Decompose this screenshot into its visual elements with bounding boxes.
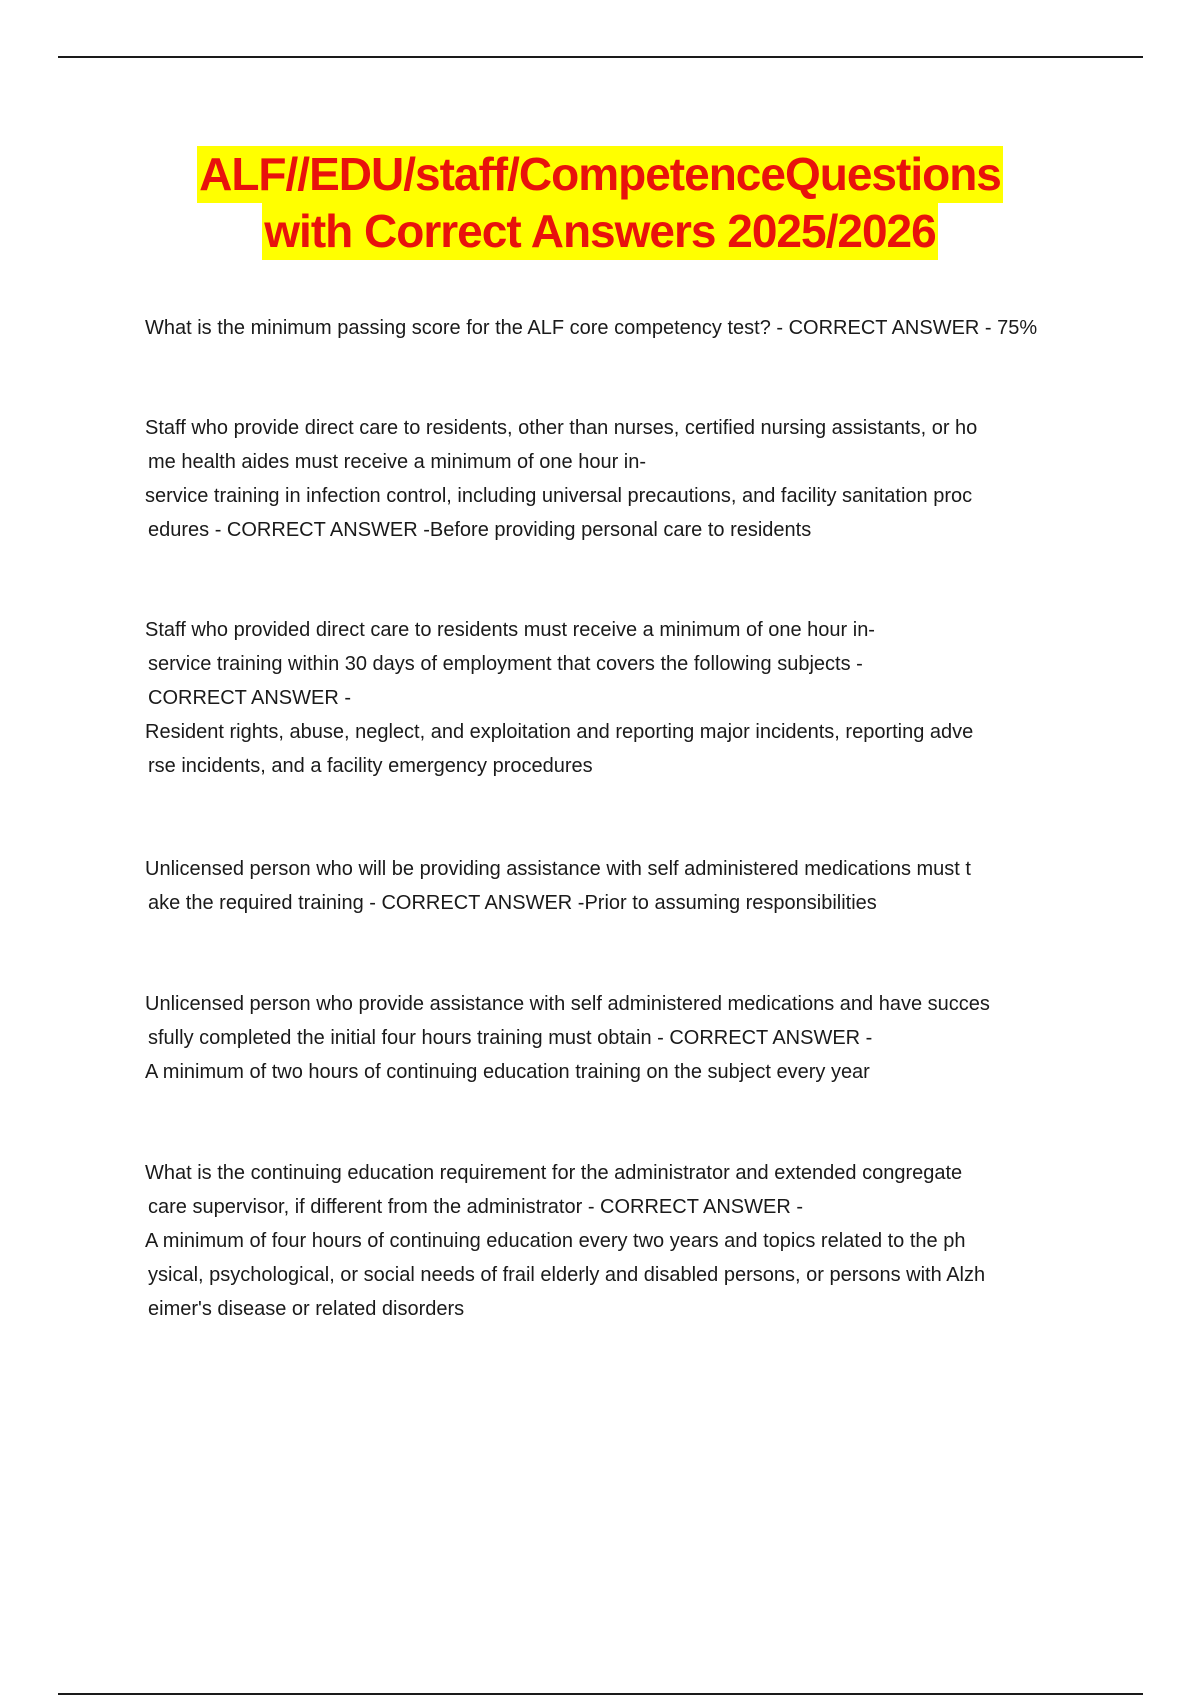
qa-item-1 [145,311,1090,345]
qa-line: ake the required training - CORRECT ANSWER -Prior to assuming responsibilities [148,892,877,914]
top-rule [58,56,1143,58]
qa-line: service training within 30 days of employment that covers the following subjects - [148,653,863,675]
qa-line: Staff who provided direct care to residents must receive a minimum of one hour in- [145,619,875,641]
qa-item-4 [145,852,1090,920]
qa-line: me health aides must receive a minimum of one hour in- [148,451,647,473]
qa-line: Unlicensed person who provide assistance with self administered medications and have succes [145,993,990,1015]
document-title [0,146,1200,260]
qa-item-2 [145,411,1090,547]
qa-item-3 [145,613,1090,783]
qa-line: eimer's disease or related disorders [148,1298,465,1320]
qa-line: Resident rights, abuse, neglect, and exploitation and reporting major incidents, reporting adve [145,721,974,743]
qa-line: edures - CORRECT ANSWER -Before providing personal care to residents [148,519,812,541]
bottom-rule [58,1693,1143,1695]
qa-line: Unlicensed person who will be providing assistance with self administered medications must t [145,858,971,880]
qa-line: CORRECT ANSWER - [148,687,351,709]
qa-line: care supervisor, if different from the administrator - CORRECT ANSWER - [148,1196,804,1218]
qa-line: rse incidents, and a facility emergency procedures [148,755,593,777]
qa-line: sfully completed the initial four hours training must obtain - CORRECT ANSWER - [148,1027,873,1049]
title-line-1: ALF//EDU/staff/CompetenceQuestions [197,146,1003,203]
title-line-2: with Correct Answers 2025/2026 [262,203,937,260]
qa-line: A minimum of four hours of continuing education every two years and topics related to the ph [145,1230,966,1252]
qa-line: A minimum of two hours of continuing education training on the subject every year [145,1061,870,1083]
qa-line: What is the minimum passing score for the ALF core competency test? - CORRECT ANSWER - 75% [145,317,1038,339]
qa-line: ysical, psychological, or social needs of frail elderly and disabled persons, or persons with Alzh [148,1264,986,1286]
qa-item-6 [145,1156,1090,1326]
qa-line: service training in infection control, including universal precautions, and facility sanitation proc [145,485,973,507]
qa-line: Staff who provide direct care to residents, other than nurses, certified nursing assistants, or ho [145,417,978,439]
qa-item-5 [145,987,1090,1089]
qa-line: What is the continuing education requirement for the administrator and extended congregate [145,1162,963,1184]
